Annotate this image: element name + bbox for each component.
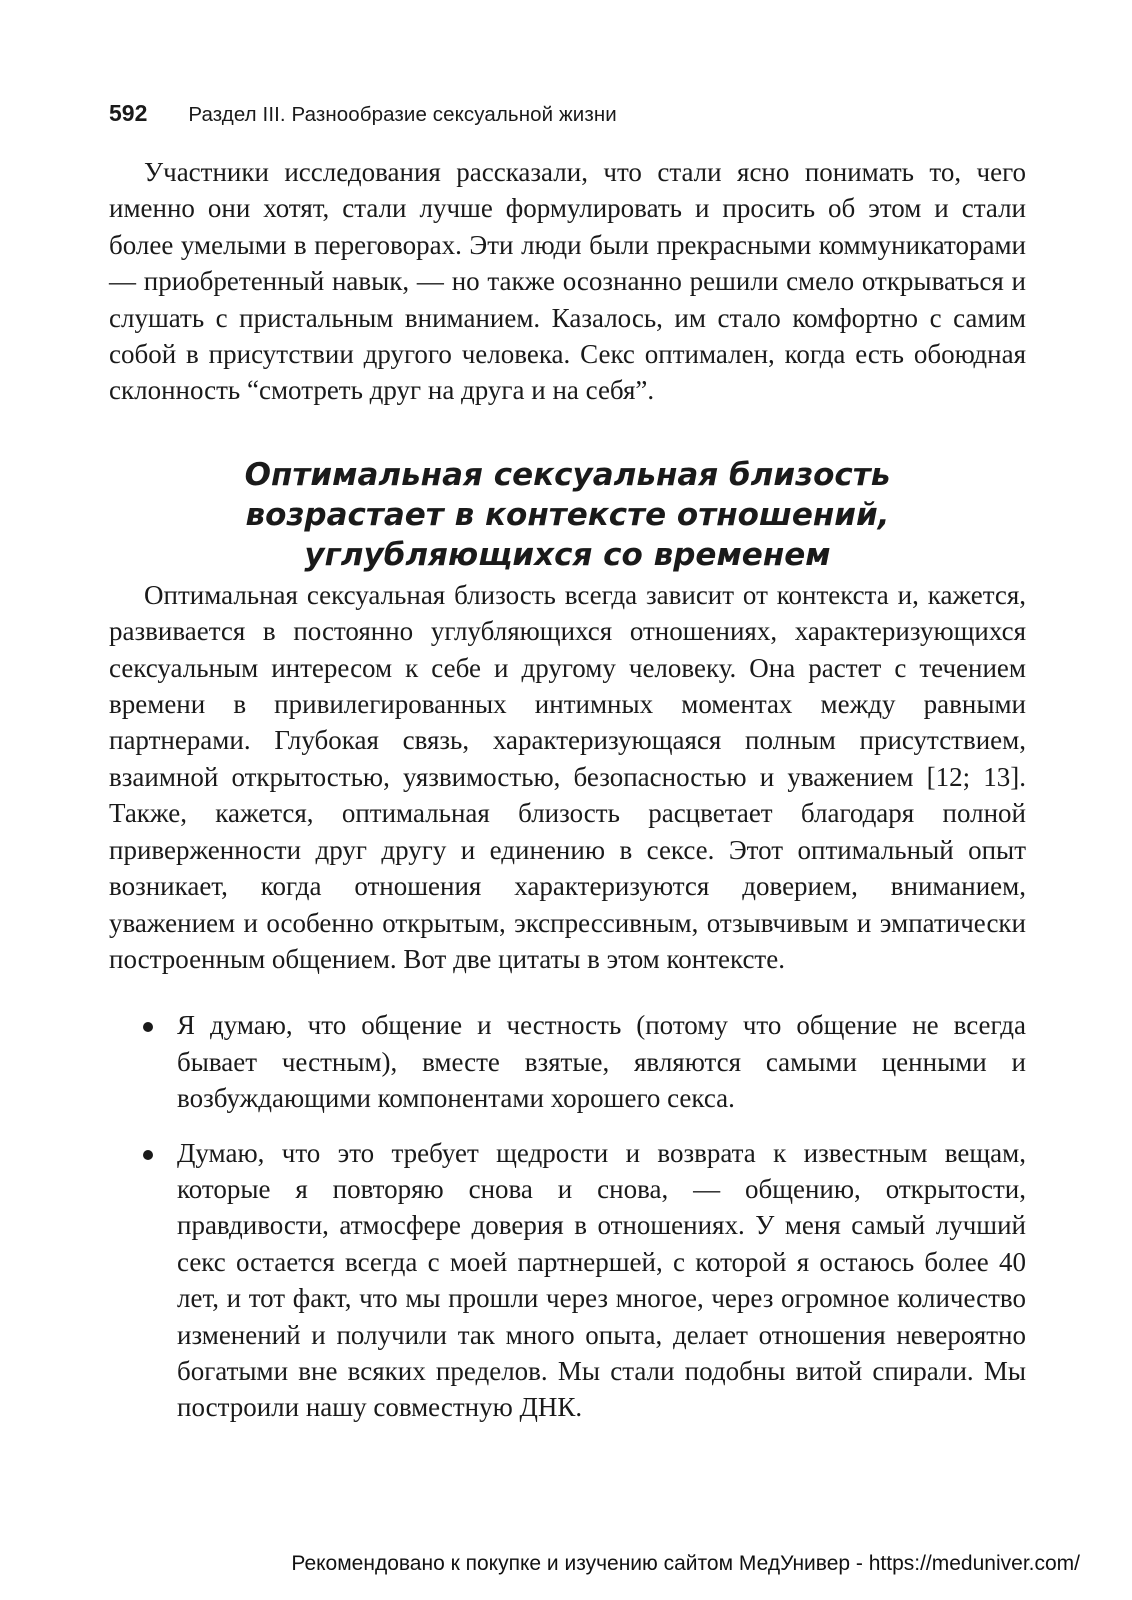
quote-list	[109, 1007, 1026, 1425]
watermark-footer: Рекомендовано к покупке и изучению сайтом МедУнивер - https://meduniver.com/	[291, 1552, 1080, 1575]
quote-text: Я думаю, что общение и честность (потому что общение не всегда бывает честным), вместе взятые, являются самыми ценными и возбуждающими компонентами хорошего секса.	[177, 1010, 1026, 1114]
page-number: 592	[109, 100, 148, 126]
bullet-icon	[143, 1022, 153, 1032]
bullet-icon	[143, 1150, 153, 1160]
page-body	[109, 154, 1026, 1444]
section-heading: Оптимальная сексуальная близость возрастает в контексте отношений, углубляющихся со временем	[244, 456, 891, 573]
quote-item	[109, 1007, 1026, 1116]
running-title: Раздел III. Разнообразие сексуальной жизни	[188, 103, 617, 126]
paragraph: Оптимальная сексуальная близость всегда зависит от контекста и, кажется, развивается в постоянно углубляющихся отношениях, характеризующихся сексуальным интересом к себе и другому человеку. Она растет с течением времени в привилегированных интимных моментах между равными партнерами. Глубокая связь, характеризующаяся полным присутствием, взаимной открытостью, уязвимостью, безопасностью и уважением [12; 13]. Также, кажется, оптимальная близость расцветает благодаря полной приверженности друг другу и единению в сексе. Этот оптимальный опыт возникает, когда отношения характеризуются доверием, вниманием, уважением и особенно открытым, экспрессивным, отзывчивым и эмпатически построенным общением. Вот две цитаты в этом контексте.	[109, 579, 1026, 974]
paragraph: Участники исследования рассказали, что стали ясно понимать то, чего именно они хотят, стали лучше формулировать и просить об этом и стали более умелыми в переговорах. Эти люди были прекрасными коммуникаторами — приобретенный навык, — но также осознанно решили смело открываться и слушать с пристальным вниманием. Казалось, им стало комфортно с самим собой в присутствии другого человека. Секс оптимален, когда есть обоюдная склонность “смотреть друг на друга и на себя”.	[109, 157, 1026, 406]
page-header	[109, 100, 617, 134]
quote-text: Думаю, что это требует щедрости и возврата к известным вещам, которые я повторяю снова и снова, — общению, открытости, правдивости, атмосфере доверия в отношениях. У меня самый лучший секс остается всегда с моей партнершей, с которой я остаюсь более 40 лет, и тот факт, что мы прошли через многое, через огромное количество изменений и получили так много опыта, делает отношения невероятно богатыми вне всяких пределов. Мы стали подобны витой спирали. Мы построили нашу совместную ДНК.	[177, 1137, 1026, 1423]
quote-item	[109, 1135, 1026, 1426]
